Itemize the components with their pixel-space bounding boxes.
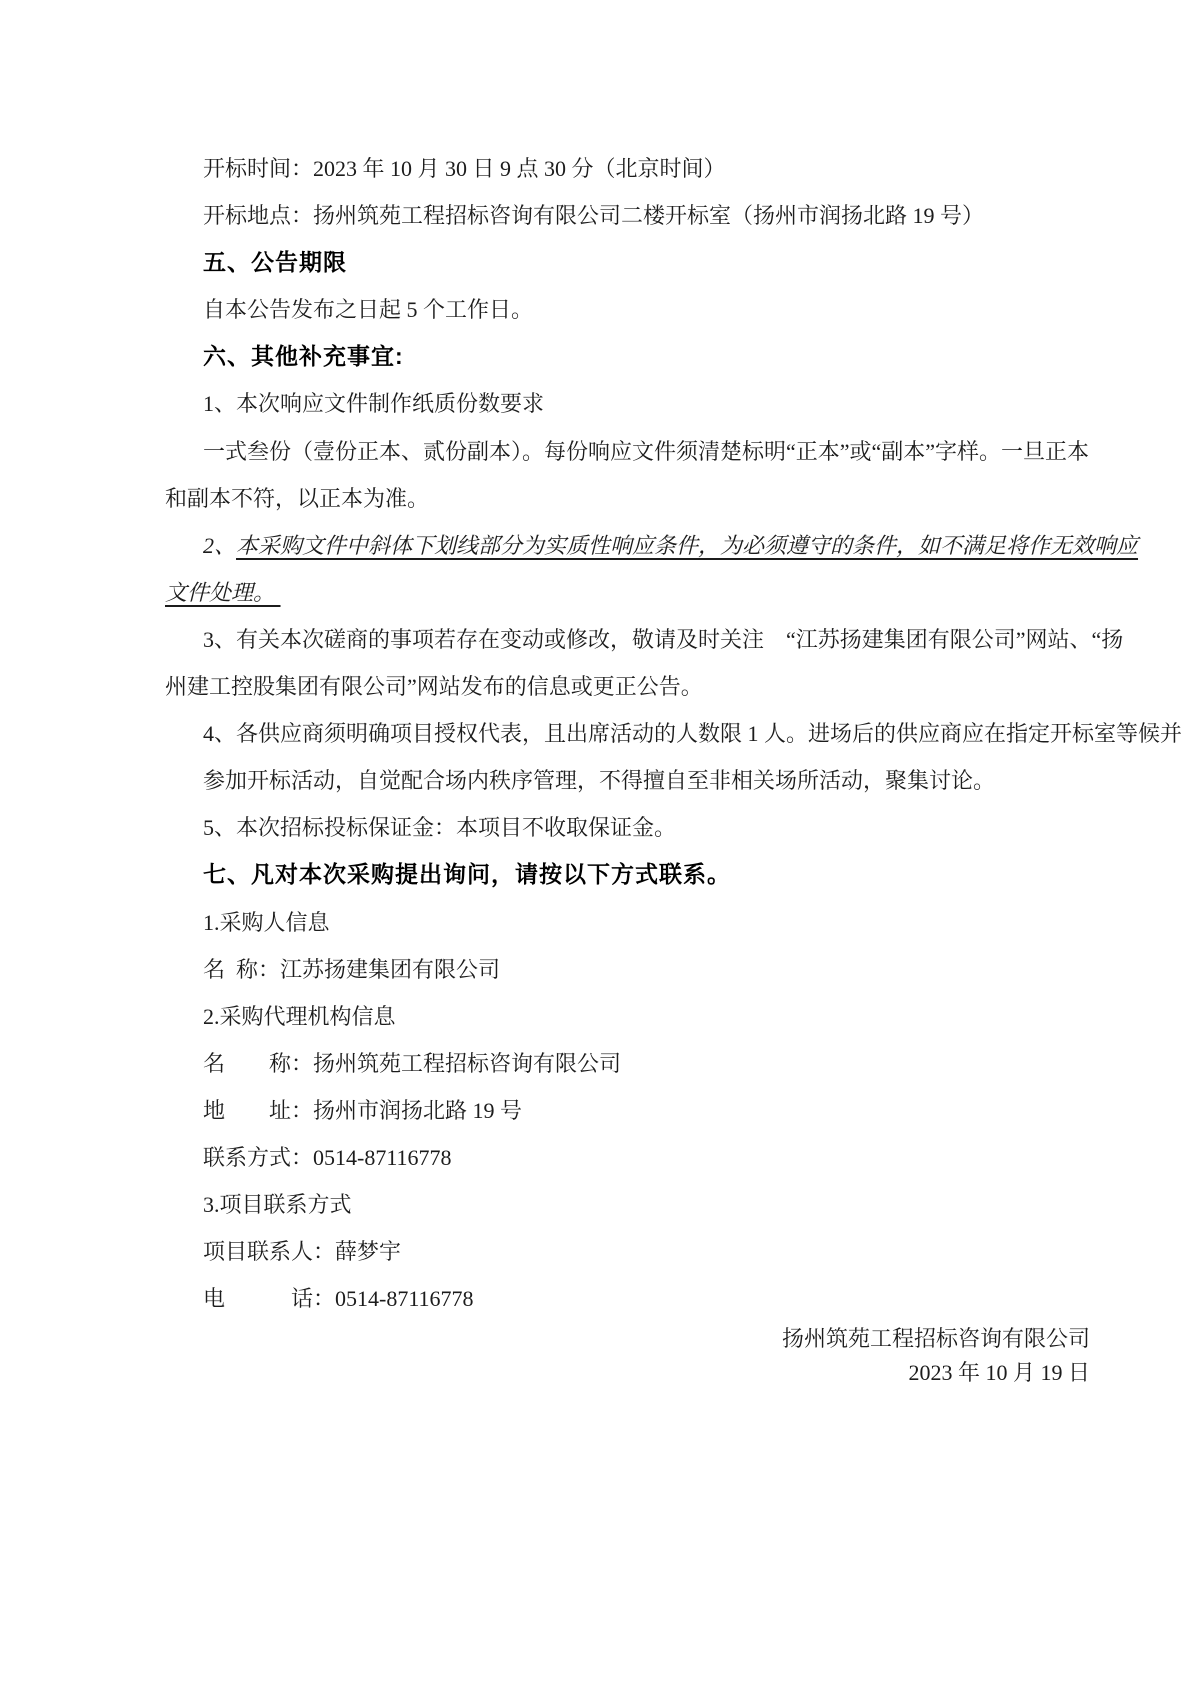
signature-company: 扬州筑苑工程招标咨询有限公司 <box>781 1326 1090 1352</box>
buyer-name-line: 名 称：江苏扬建集团有限公司 <box>203 956 501 982</box>
signature-block <box>165 1322 1115 1390</box>
item-2-number: 2、 <box>203 532 237 558</box>
open-bid-place-line: 开标地点：扬州筑苑工程招标咨询有限公司二楼开标室（扬州市润扬北路 19 号） <box>203 203 985 229</box>
item-3-line: 3、有关本次磋商的事项若存在变动或修改，敬请及时关注 “江苏扬建集团有限公司”网站、“扬 <box>203 626 1124 652</box>
item-4-cont-line: 参加开标活动，自觉配合场内秩序管理，不得擅自至非相关场所活动，聚集讨论。 <box>203 768 996 794</box>
section-6-heading: 六、其他补充事宜: <box>203 343 404 370</box>
open-bid-time-line: 开标时间：2023 年 10 月 30 日 9 点 30 分（北京时间） <box>203 156 726 181</box>
item-2-underlined-text: 本采购文件中斜体下划线部分为实质性响应条件，为必须遵守的条件，如不满足将作无效响应 <box>236 532 1139 558</box>
item-1-line: 1、本次响应文件制作纸质份数要求 <box>203 391 545 417</box>
agency-address-line: 地 址：扬州市润扬北路 19 号 <box>203 1097 523 1123</box>
agency-info-label-line: 2.采购代理机构信息 <box>203 1003 396 1029</box>
item-1-cont-line-1: 一式叁份（壹份正本、贰份副本）。每份响应文件须清楚标明“正本”或“副本”字样。一旦正本 <box>203 438 1090 464</box>
project-contact-name-line: 项目联系人：薛梦宇 <box>203 1239 402 1265</box>
item-2-line <box>165 522 1139 569</box>
item-3-cont-line: 州建工控股集团有限公司”网站发布的信息或更正公告。 <box>165 674 703 700</box>
item-5-line: 5、本次招标投标保证金：本项目不收取保证金。 <box>203 815 677 841</box>
item-2-cont-line <box>165 569 1115 616</box>
project-phone-line: 电 话：0514-87116778 <box>203 1286 474 1312</box>
agency-contact-line: 联系方式：0514-87116778 <box>203 1144 452 1170</box>
section-5-heading: 五、公告期限 <box>203 249 347 276</box>
section-5-body-line: 自本公告发布之日起 5 个工作日。 <box>203 297 534 323</box>
agency-name-line: 名 称：扬州筑苑工程招标咨询有限公司 <box>203 1050 622 1076</box>
item-1-cont-line-2: 和副本不符，以正本为准。 <box>165 485 430 511</box>
announcement-body <box>165 145 1183 1390</box>
item-4-line: 4、各供应商须明确项目授权代表，且出席活动的人数限 1 人。进场后的供应商应在指定开标室等候并 <box>203 721 1183 747</box>
signature-date: 2023 年 10 月 19 日 <box>908 1360 1090 1386</box>
item-2-cont-underlined-text: 文件处理。 <box>165 579 281 605</box>
section-7-heading: 七、凡对本次采购提出询问，请按以下方式联系。 <box>203 861 731 888</box>
project-contact-label-line: 3.项目联系方式 <box>203 1192 352 1218</box>
buyer-info-label-line: 1.采购人信息 <box>203 909 330 935</box>
